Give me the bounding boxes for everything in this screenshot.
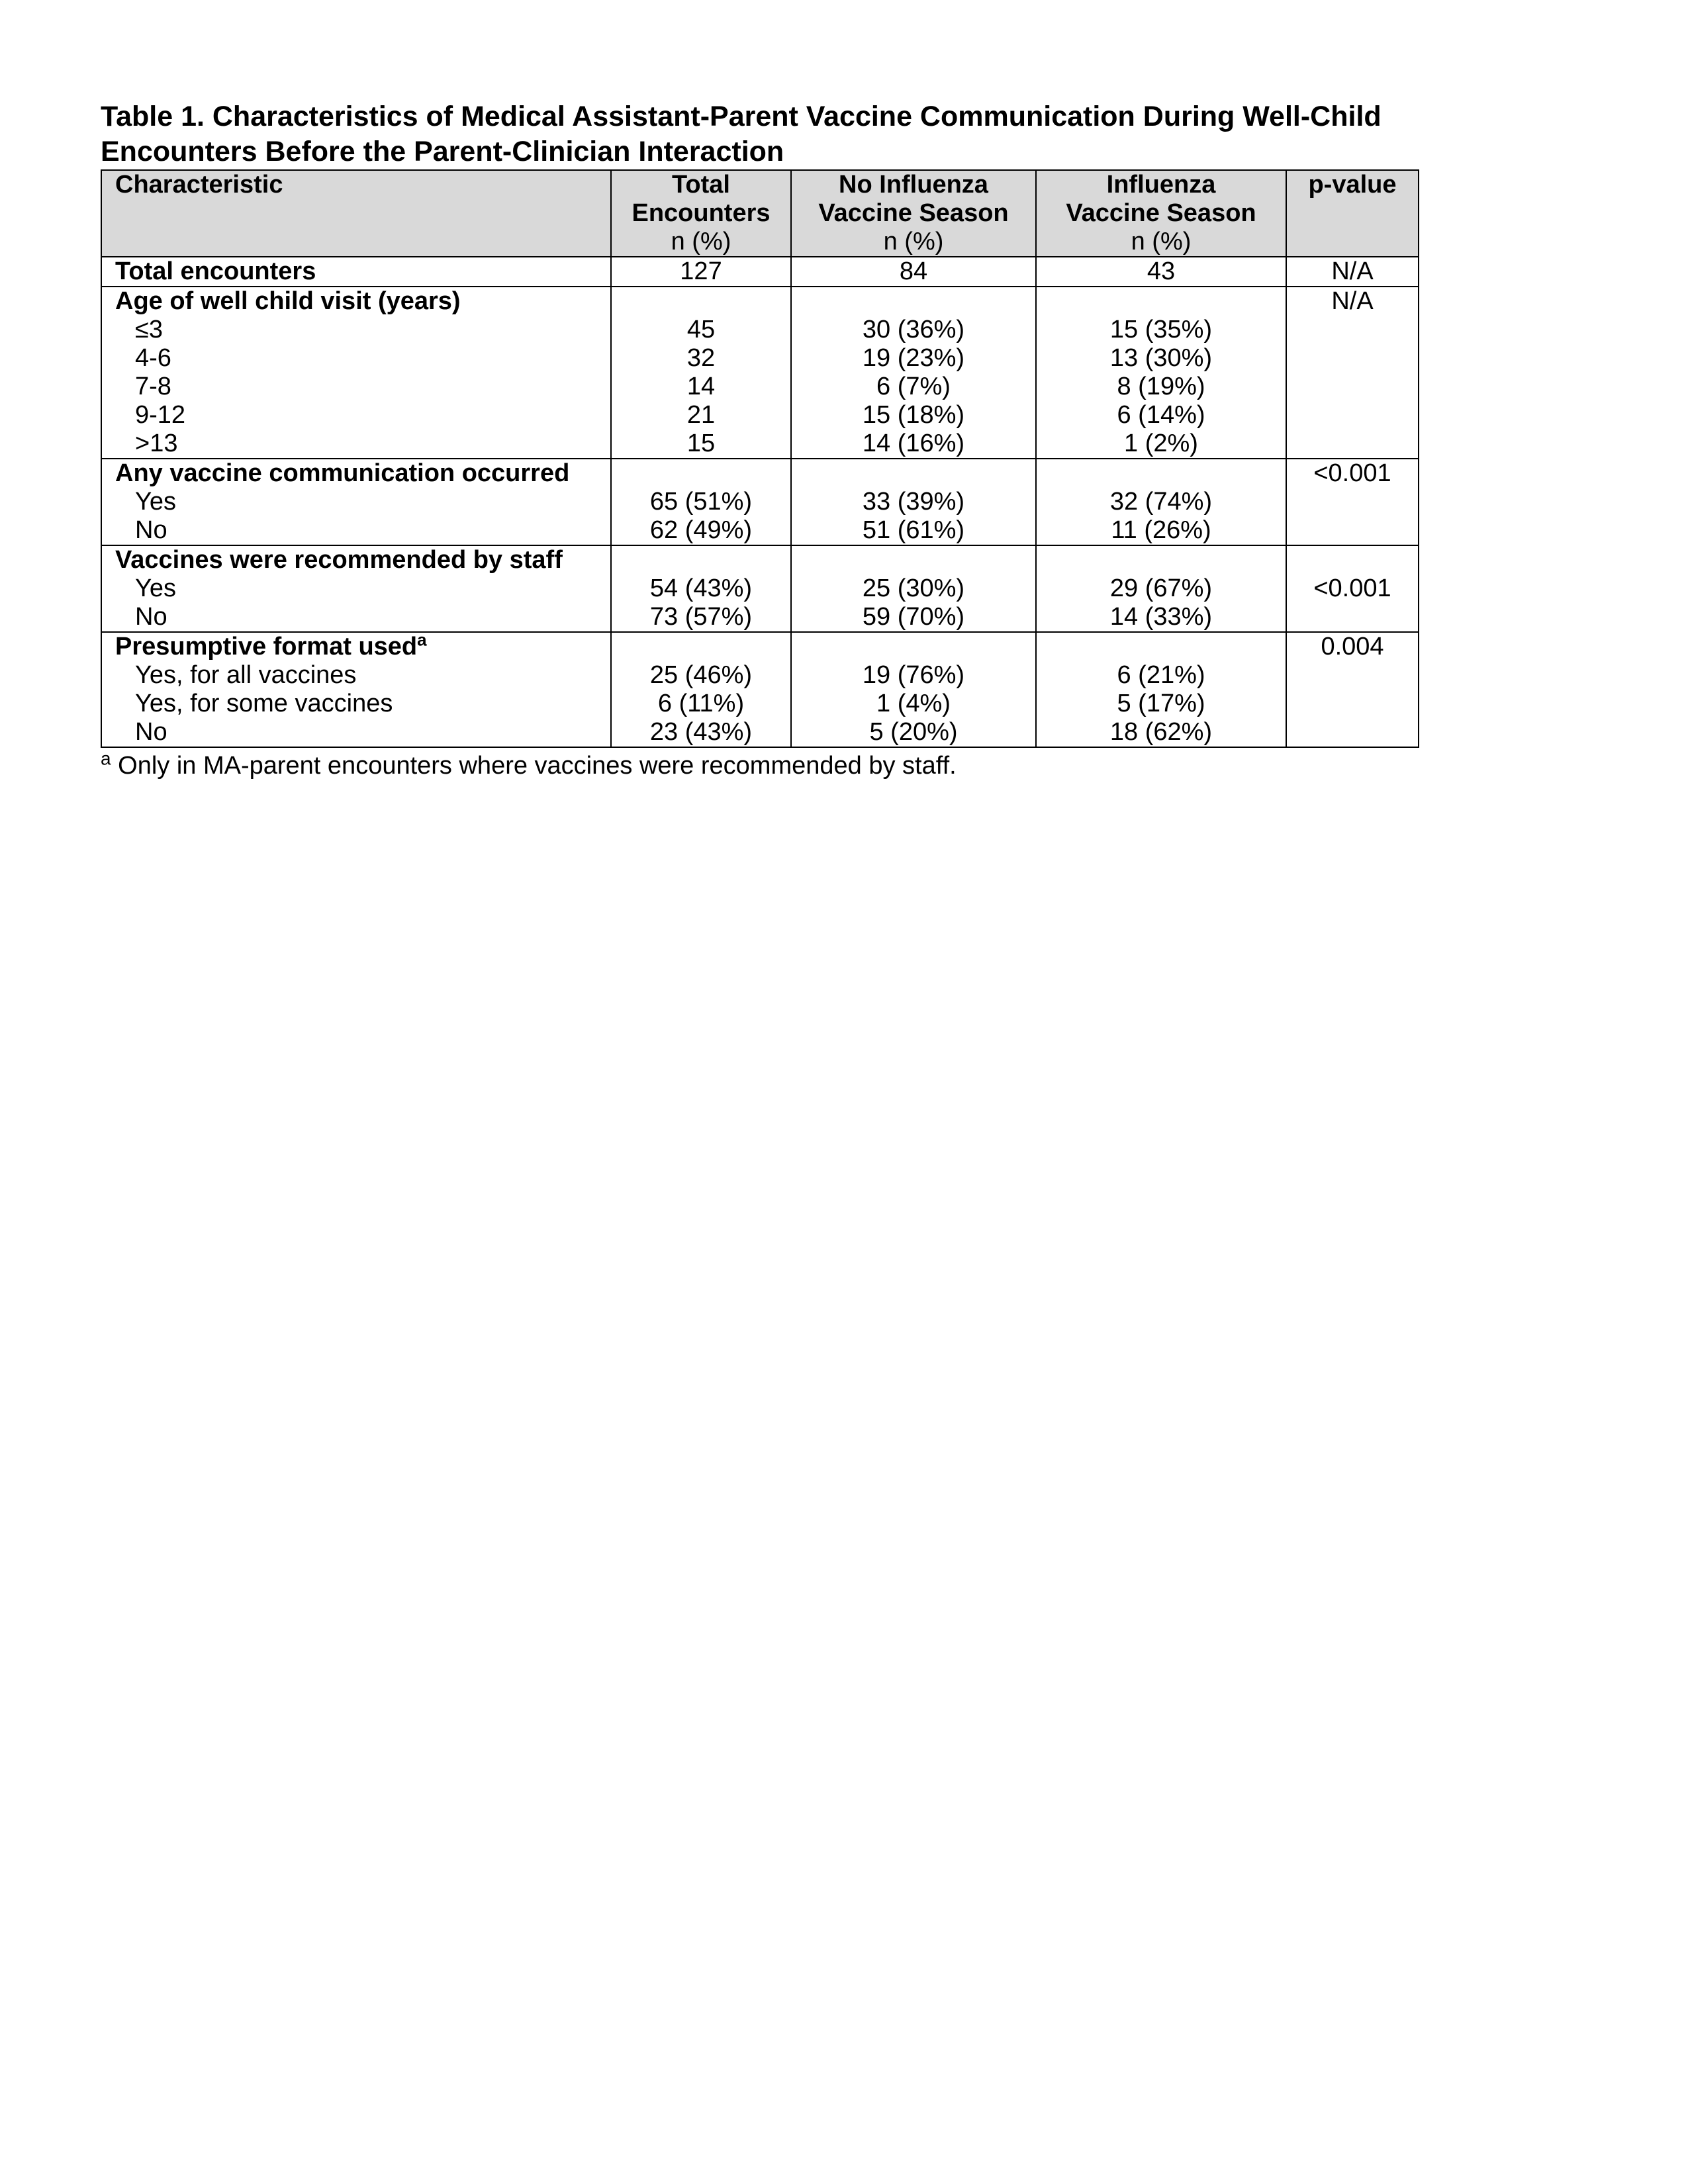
cell-total: 54 (43%) 73 (57%) (611, 545, 791, 632)
cell-influenza: 32 (74%) 11 (26%) (1036, 459, 1286, 545)
header-no-influenza-season: No Influenza Vaccine Season n (%) (791, 170, 1036, 257)
cell-no-influenza: 84 (791, 257, 1036, 287)
cell-no-influenza: 25 (30%) 59 (70%) (791, 545, 1036, 632)
cell-total: 45 32 14 21 15 (611, 287, 791, 459)
cell-p-value: <0.001 (1286, 459, 1419, 545)
table-title: Table 1. Characteristics of Medical Assistant-Parent Vaccine Communication During Well-Child Encounters Before the Parent-Clinician Interaction (101, 101, 1382, 167)
header-total-encounters: Total Encounters n (%) (611, 170, 791, 257)
table-row-total-encounters (101, 257, 1419, 287)
cell-total: 65 (51%) 62 (49%) (611, 459, 791, 545)
table-footnote (101, 748, 1517, 781)
cell-p-value: N/A (1286, 287, 1419, 459)
header-influenza-season: Influenza Vaccine Season n (%) (1036, 170, 1286, 257)
cell-influenza: 15 (35%) 13 (30%) 8 (19%) 6 (14%) 1 (2%) (1036, 287, 1286, 459)
cell-p-value: <0.001 (1286, 545, 1419, 632)
table-row-presumptive (101, 632, 1419, 747)
cell-influenza: 43 (1036, 257, 1286, 287)
table-row-any-communication (101, 459, 1419, 545)
footnote-mark: a (101, 748, 111, 769)
cell-no-influenza: 30 (36%) 19 (23%) 6 (7%) 15 (18%) 14 (16%) (791, 287, 1036, 459)
footnote-text: Only in MA-parent encounters where vaccines were recommended by staff. (111, 752, 957, 780)
cell-p-value: N/A (1286, 257, 1419, 287)
cell-no-influenza: 33 (39%) 51 (61%) (791, 459, 1036, 545)
cell-total: 25 (46%) 6 (11%) 23 (43%) (611, 632, 791, 747)
row-label: Vaccines were recommended by staff Yes No (101, 545, 611, 632)
table-row-age (101, 287, 1419, 459)
page-content (101, 99, 1517, 781)
cell-total: 127 (611, 257, 791, 287)
cell-influenza: 29 (67%) 14 (33%) (1036, 545, 1286, 632)
header-characteristic: Characteristic (101, 170, 611, 257)
row-label: Presumptive format used$^a$ Yes, for all vaccines Yes, for some vaccines No (101, 632, 611, 747)
cell-p-value: 0.004 (1286, 632, 1419, 747)
characteristics-table (101, 169, 1419, 748)
footnote-marker: a (417, 629, 427, 650)
row-label: Any vaccine communication occurred Yes No (101, 459, 611, 545)
cell-no-influenza: 19 (76%) 1 (4%) 5 (20%) (791, 632, 1036, 747)
table-row-recommended (101, 545, 1419, 632)
header-p-value: p-value (1286, 170, 1419, 257)
row-label: Total encounters (101, 257, 611, 287)
table-header-row (101, 170, 1419, 257)
row-label: Age of well child visit (years) ≤3 4-6 7-8 9-12 >13 (101, 287, 611, 459)
cell-influenza: 6 (21%) 5 (17%) 18 (62%) (1036, 632, 1286, 747)
